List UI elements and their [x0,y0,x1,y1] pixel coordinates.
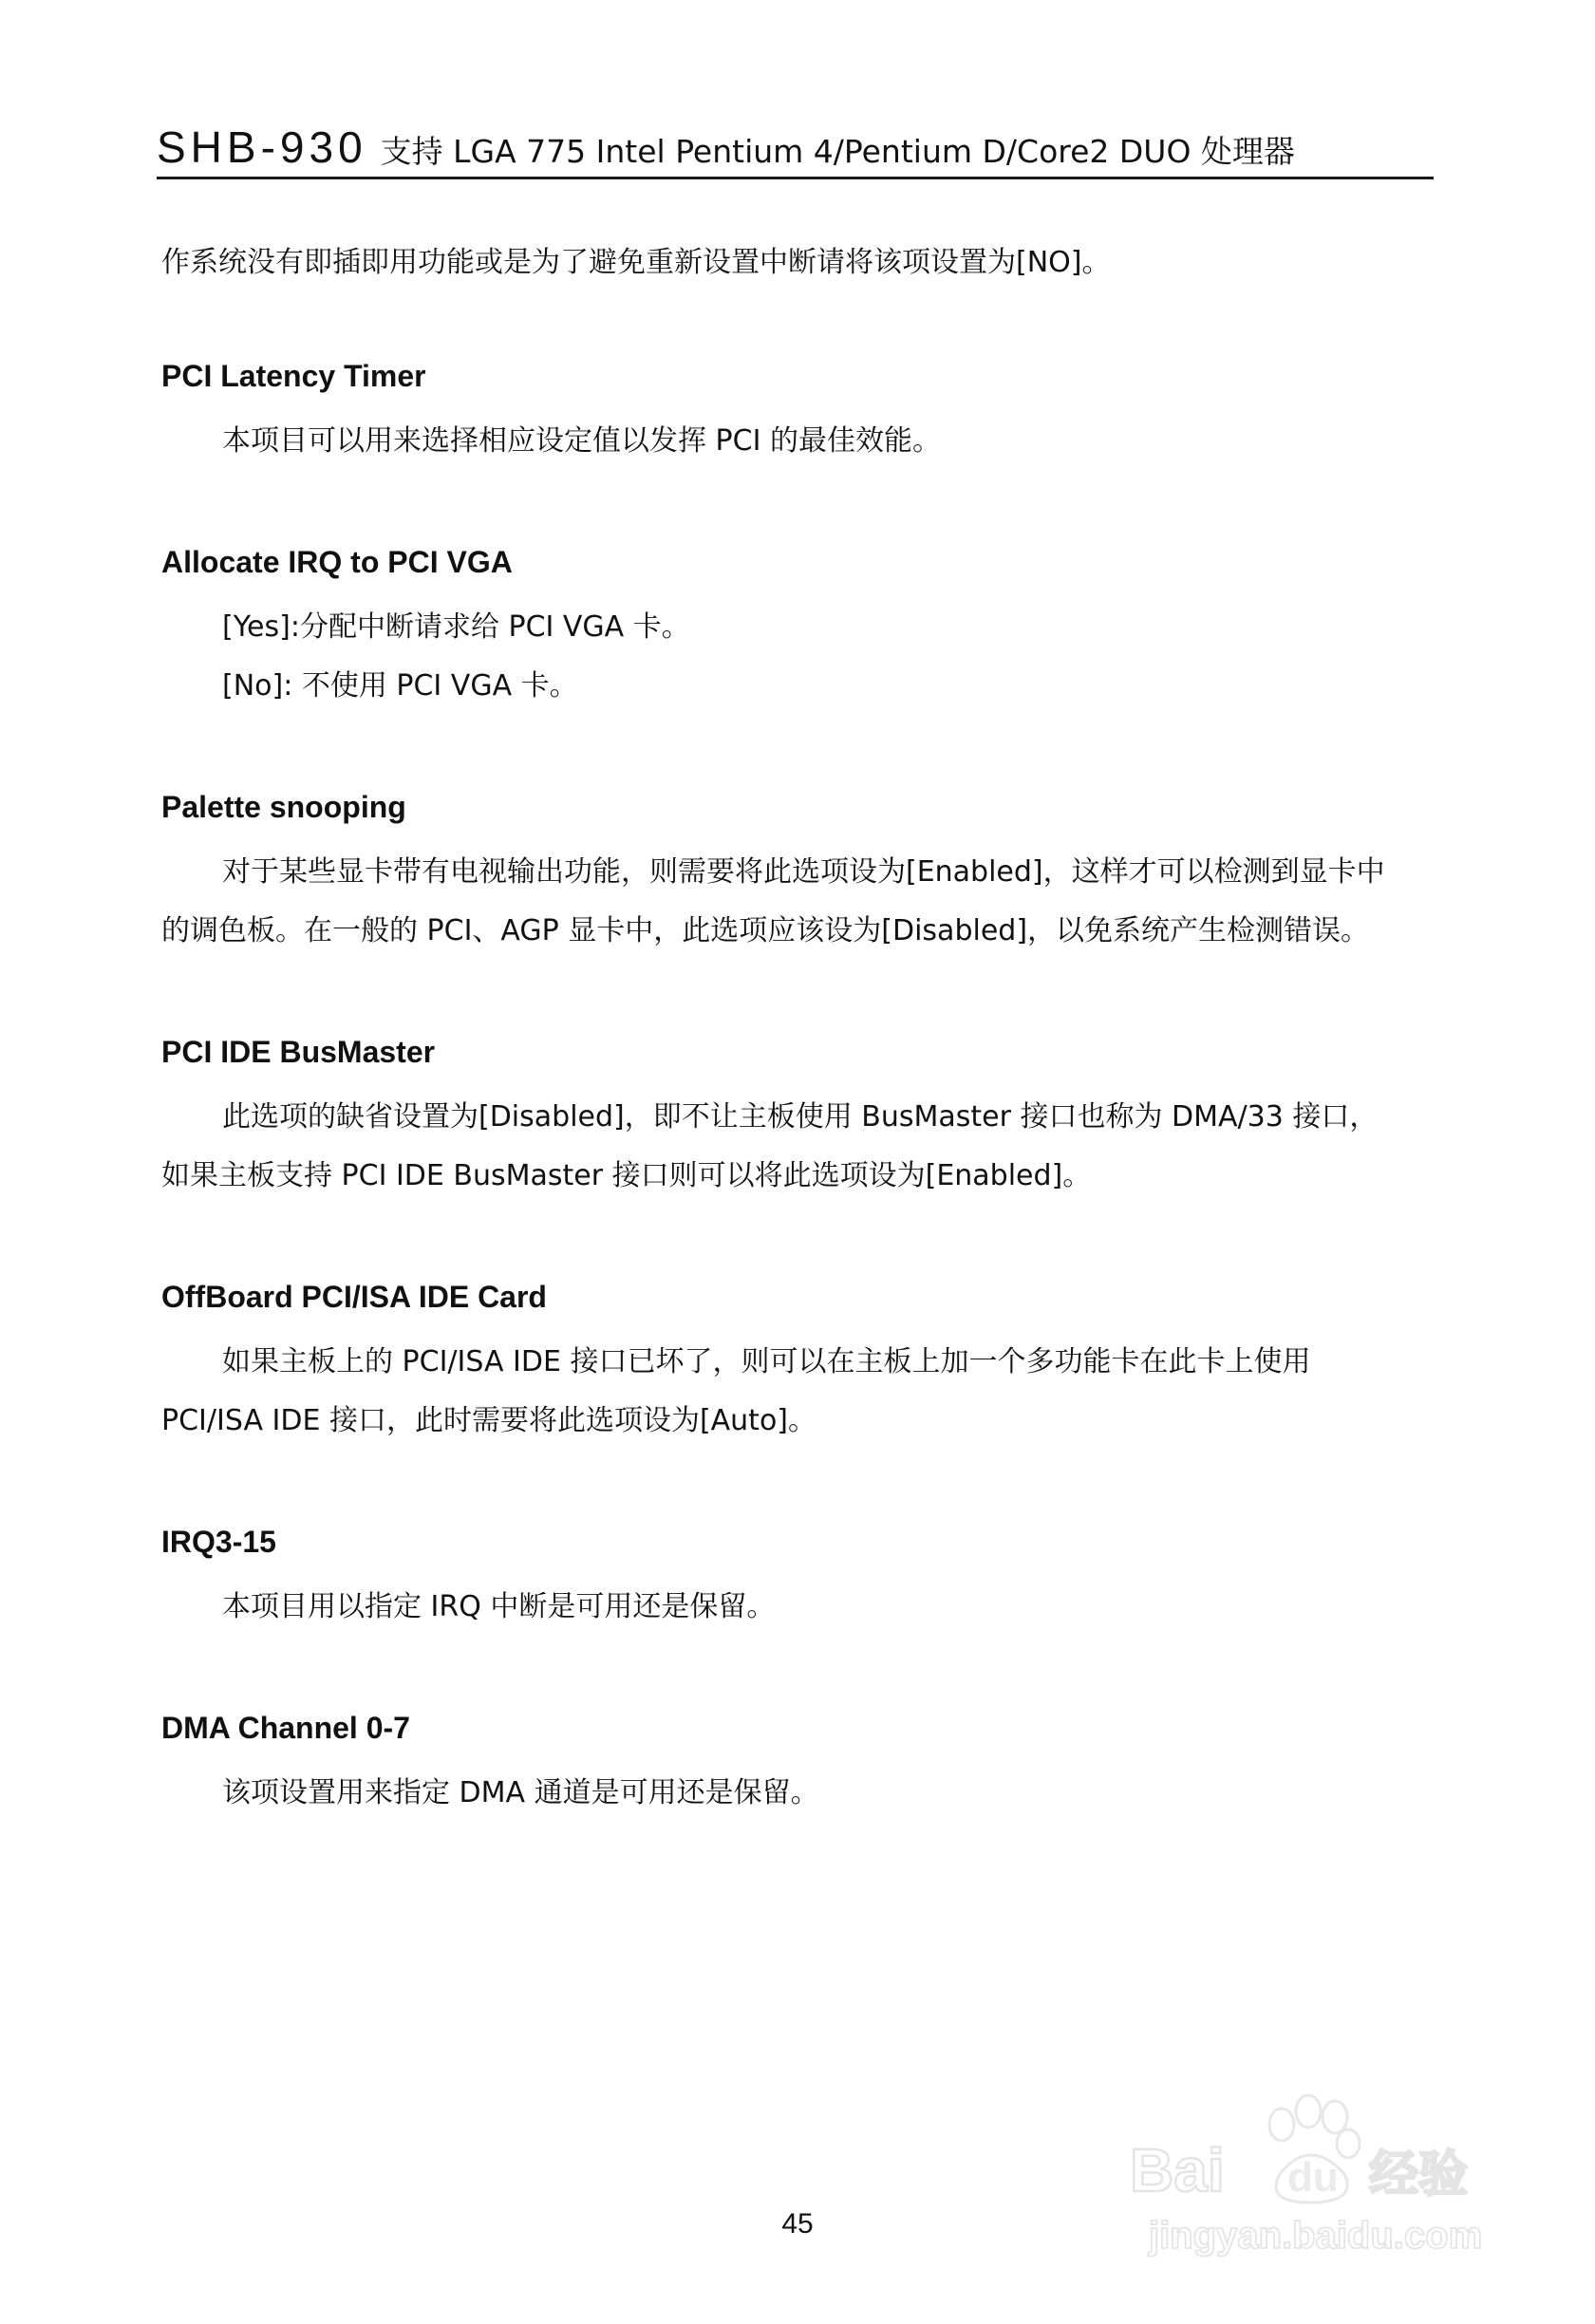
document-body [161,241,1434,1895]
intro-paragraph: 作系统没有即插即用功能或是为了避免重新设置中断请将该项设置为[NO]。 [161,246,1111,279]
section-text: 的调色板。在一般的 PCI、AGP 显卡中，此选项应该设为[Disabled]，以免系统产生检测错误。 [161,914,1370,947]
svg-text:Bai: Bai [1130,2136,1225,2204]
svg-text:经验: 经验 [1369,2146,1469,2203]
section-title: PCI Latency Timer [161,359,426,393]
section-text: [Yes]:分配中断请求给 PCI VGA 卡。 [222,610,690,644]
section-text: 本项目用以指定 IRQ 中断是可用还是保留。 [222,1590,776,1623]
baidu-jingyan-watermark-icon [1120,2070,1500,2259]
section-text: 本项目可以用来选择相应设定值以发挥 PCI 的最佳效能。 [222,424,941,458]
section-title: DMA Channel 0-7 [161,1711,410,1745]
section-pci-ide-busmaster [161,1033,1434,1206]
page-number: 45 [781,2208,814,2240]
svg-text:du: du [1287,2154,1339,2201]
section-title: OffBoard PCI/ISA IDE Card [161,1280,547,1314]
section-title: Allocate IRQ to PCI VGA [161,545,513,579]
section-allocate-irq [161,543,1434,716]
page-header [157,122,1434,179]
section-title: Palette snooping [161,790,406,824]
section-palette-snooping [161,788,1434,961]
section-text: 该项设置用来指定 DMA 通道是可用还是保留。 [222,1776,819,1809]
section-dma-channel [161,1709,1434,1823]
section-irq3-15 [161,1523,1434,1637]
section-pci-latency-timer [161,357,1434,471]
section-text: PCI/ISA IDE 接口，此时需要将此选项设为[Auto]。 [161,1404,816,1437]
section-text: [No]: 不使用 PCI VGA 卡。 [222,669,578,703]
section-offboard-ide-card [161,1278,1434,1451]
section-text: 对于某些显卡带有电视输出功能，则需要将此选项设为[Enabled]，这样才可以检测到显卡中 [222,855,1385,889]
section-title: PCI IDE BusMaster [161,1035,436,1069]
header-description: 支持 LGA 775 Intel Pentium 4/Pentium D/Core2 DUO 处理器 [380,133,1295,170]
svg-text:jingyan.baidu.com: jingyan.baidu.com [1149,2215,1483,2257]
model-name: SHB-930 [157,122,367,172]
section-text: 如果主板支持 PCI IDE BusMaster 接口则可以将此选项设为[Enabled]。 [161,1159,1092,1192]
section-text: 如果主板上的 PCI/ISA IDE 接口已坏了，则可以在主板上加一个多功能卡在此卡上使用 [222,1345,1311,1378]
section-text: 此选项的缺省设置为[Disabled]，即不让主板使用 BusMaster 接口也称为 DMA/33 接口， [222,1100,1379,1134]
section-title: IRQ3-15 [161,1525,276,1559]
